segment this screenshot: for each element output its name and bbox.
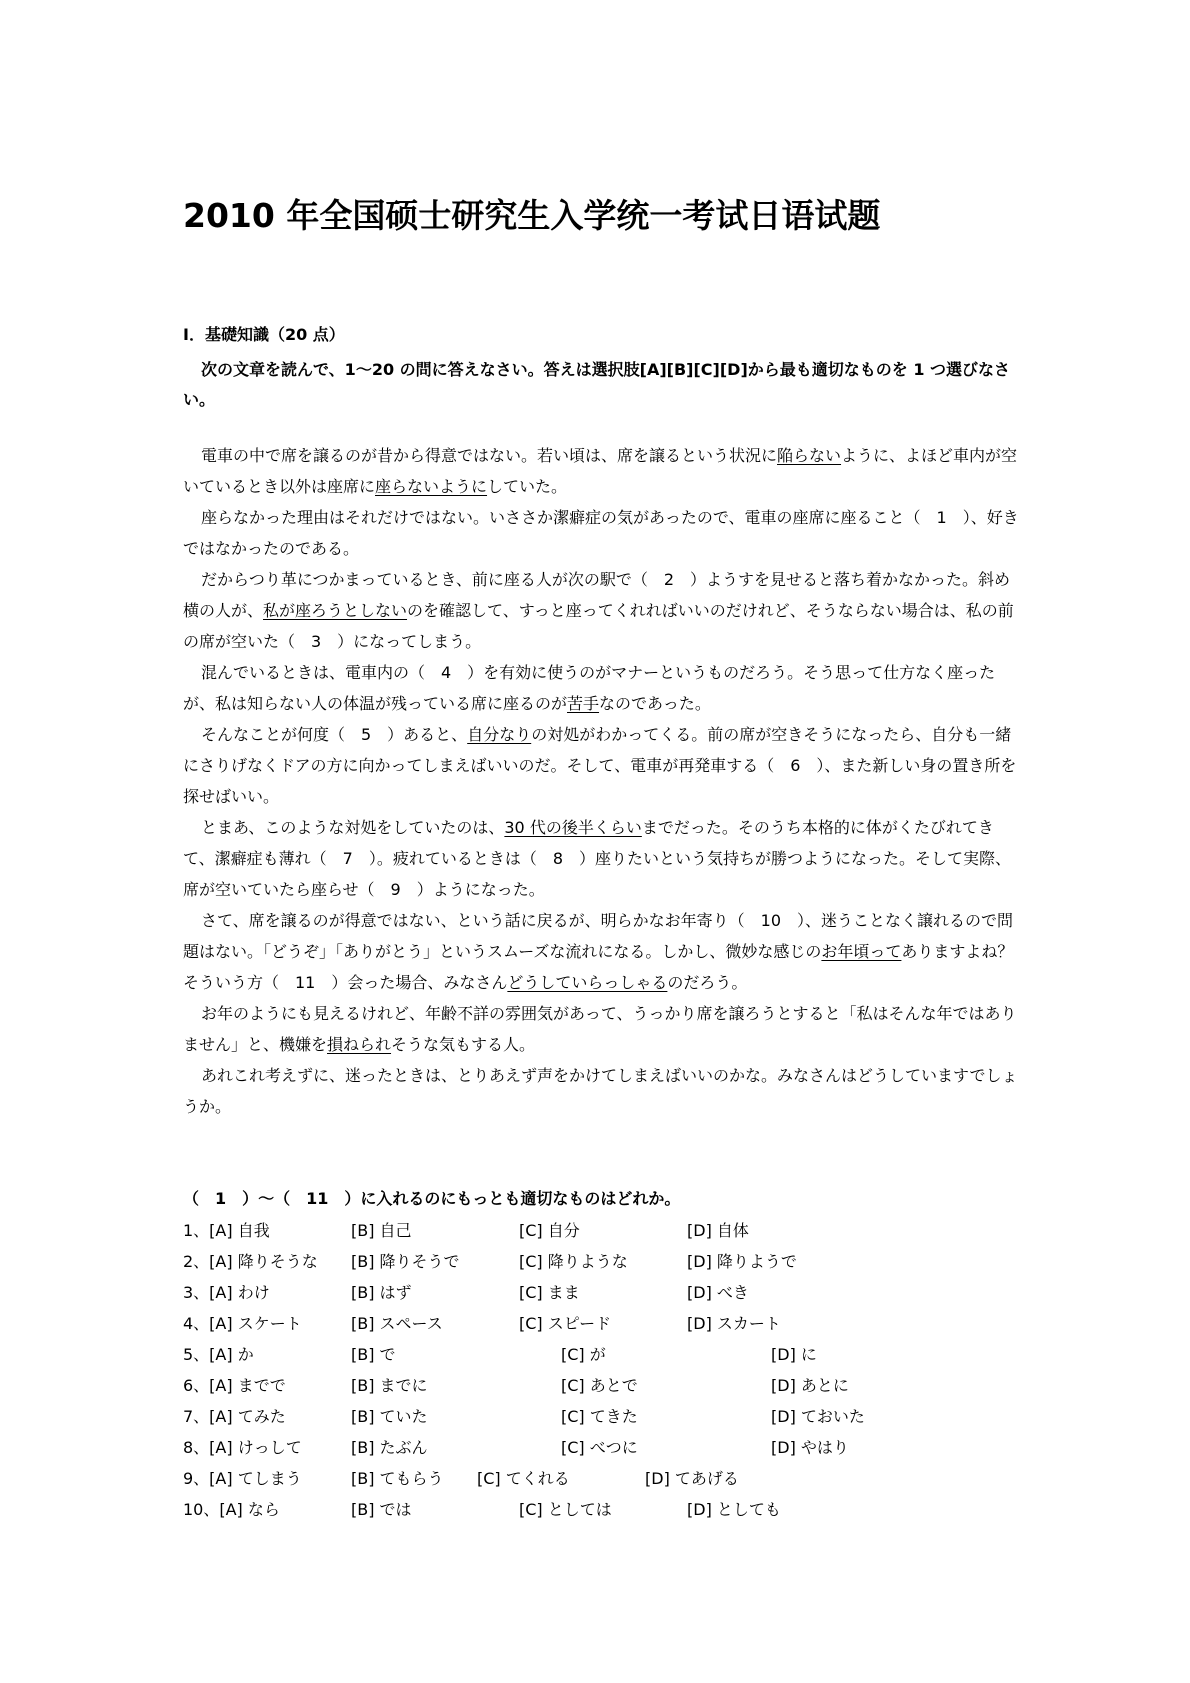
passage-text: お年のようにも見えるけれど、年齢不詳の雰囲気があって、うっかり席を譲ろうとすると「私はそんな年ではありません」と、機嫌を xyxy=(183,1004,1017,1054)
question-row-3 xyxy=(183,1277,1043,1308)
option-b: [B] ていた xyxy=(351,1407,428,1426)
option-c: [C] としては xyxy=(519,1500,612,1519)
passage-paragraph-7 xyxy=(183,905,1023,998)
underlined-phrase: 自分なり xyxy=(467,725,532,744)
option-b: [B] はず xyxy=(351,1283,412,1302)
passage-paragraph-1 xyxy=(183,440,1023,502)
question-row-9 xyxy=(183,1463,1043,1494)
option-d: [D] てあげる xyxy=(645,1469,739,1488)
option-d: [D] スカート xyxy=(687,1314,781,1333)
option-c: [C] 降りような xyxy=(519,1252,628,1271)
underlined-phrase: 座らないように xyxy=(375,477,488,496)
question-row-5 xyxy=(183,1339,1043,1370)
option-c: [C] スピード xyxy=(519,1314,612,1333)
passage-text: していた。 xyxy=(487,477,568,496)
question-header: （ 1 ）～（ 11 ）に入れるのにもっとも適切なものはどれか。 xyxy=(183,1189,681,1208)
option-a: 1、[A] 自我 xyxy=(183,1221,270,1240)
option-a: 2、[A] 降りそうな xyxy=(183,1252,318,1271)
passage-paragraph-6 xyxy=(183,812,1023,905)
question-row-4 xyxy=(183,1308,1043,1339)
passage-paragraph-8 xyxy=(183,998,1023,1060)
underlined-phrase: どうしていらっしゃる xyxy=(507,973,668,992)
underlined-phrase: 損ねられ xyxy=(327,1035,392,1054)
passage-paragraph-9: あれこれ考えずに、迷ったときは、とりあえず声をかけてしまえばいいのかな。みなさんはどうしていますでしょうか。 xyxy=(183,1066,1018,1116)
underlined-phrase: 陥らない xyxy=(777,446,842,465)
option-a: 6、[A] までで xyxy=(183,1376,286,1395)
passage-paragraph-3 xyxy=(183,564,1023,657)
option-d: [D] べき xyxy=(687,1283,749,1302)
option-d: [D] ておいた xyxy=(771,1407,865,1426)
reading-passage xyxy=(183,440,1023,1122)
question-row-10 xyxy=(183,1494,1043,1525)
option-d: [D] に xyxy=(771,1345,817,1364)
option-c: [C] まま xyxy=(519,1283,580,1302)
passage-text: までだった。そのうち本格的に体がくたびれてきて、潔癖症も薄れ（ 7 ）。疲れているときは（ 8 ）座りたいという気持ちが勝つようになった。そして実際、席が空いていたら座らせ（ 9 ）ようになった。 xyxy=(183,818,1012,899)
option-a: 7、[A] てみた xyxy=(183,1407,286,1426)
underlined-phrase: 30 代の後半くらい xyxy=(504,818,642,837)
question-row-8 xyxy=(183,1432,1043,1463)
passage-text: ように、よほど車内が空いているとき以外は座席に xyxy=(183,446,1018,496)
passage-text: そんなことが何度（ 5 ）あると、 xyxy=(201,725,468,744)
passage-text: だからつり革につかまっているとき、前に座る人が次の駅で（ 2 ）ようすを見せると落ち着かなかった。斜め横の人が、 xyxy=(183,570,1011,620)
passage-paragraph-4 xyxy=(183,657,1023,719)
option-b: [B] てもらう xyxy=(351,1469,444,1488)
passage-text: とまあ、このような対処をしていたのは、 xyxy=(201,818,505,837)
question-row-1 xyxy=(183,1215,1043,1246)
option-c: [C] てきた xyxy=(561,1407,638,1426)
underlined-phrase: 苦手 xyxy=(567,694,600,713)
option-a: 8、[A] けっして xyxy=(183,1438,302,1457)
option-b: [B] 降りそうで xyxy=(351,1252,460,1271)
option-c: [C] あとで xyxy=(561,1376,638,1395)
option-d: [D] 降りようで xyxy=(687,1252,797,1271)
passage-text: の対処がわかってくる。前の席が空きそうになったら、自分も一緒にさりげなくドアの方に向かってしまえばいいのだ。そして、電車が再発車する（ 6 ）、また新しい身の置き所を探せばいい。 xyxy=(183,725,1017,806)
option-b: [B] までに xyxy=(351,1376,428,1395)
passage-text: のを確認して、すっと座ってくれればいいのだけれど、そうならない場合は、私の前の席が空いた（ 3 ）になってしまう。 xyxy=(183,601,1014,651)
answer-options xyxy=(183,1215,1043,1525)
option-d: [D] やはり xyxy=(771,1438,849,1457)
page-title: 2010 年全国硕士研究生入学统一考试日语试题 xyxy=(183,196,881,235)
underlined-phrase: お年頃って xyxy=(821,942,902,961)
passage-text: 混んでいるときは、電車内の（ 4 ）を有効に使うのがマナーというものだろう。そう思って仕方なく座ったが、私は知らない人の体温が残っている席に座るのが xyxy=(183,663,996,713)
option-c: [C] べつに xyxy=(561,1438,638,1457)
option-b: [B] 自己 xyxy=(351,1221,412,1240)
passage-text: ありますよね？そういう方（ 11 ）会った場合、みなさん xyxy=(183,942,1014,992)
option-d: [D] 自体 xyxy=(687,1221,749,1240)
option-a: 4、[A] スケート xyxy=(183,1314,302,1333)
instruction-text: 次の文章を読んで、1～20 の問に答えなさい。答えは選択肢[A][B][C][D]から最も適切なものを 1 つ選びなさい。 xyxy=(183,360,1011,409)
option-c: [C] てくれる xyxy=(477,1469,570,1488)
option-b: [B] では xyxy=(351,1500,412,1519)
passage-text: のだろう。 xyxy=(667,973,748,992)
option-b: [B] たぶん xyxy=(351,1438,428,1457)
option-a: 5、[A] か xyxy=(183,1345,254,1364)
underlined-phrase: 私が座ろうとしない xyxy=(263,601,408,620)
passage-text: 電車の中で席を譲るのが昔から得意ではない。若い頃は、席を譲るという状況に xyxy=(201,446,778,465)
option-c: [C] 自分 xyxy=(519,1221,580,1240)
question-row-2 xyxy=(183,1246,1043,1277)
passage-paragraph-2: 座らなかった理由はそれだけではない。いささか潔癖症の気があったので、電車の座席に座ること（ 1 ）、好きではなかったのである。 xyxy=(183,508,1019,558)
option-b: [B] スペース xyxy=(351,1314,443,1333)
passage-text: さて、席を譲るのが得意ではない、という話に戻るが、明らかなお年寄り（ 10 ）、迷うことなく譲れるので問題はない。「どうぞ」「ありがとう」というスムーズな流れになる。しかし、微妙な感じの xyxy=(183,911,1014,961)
option-d: [D] あとに xyxy=(771,1376,849,1395)
passage-text: そうな気もする人。 xyxy=(391,1035,536,1054)
option-a: 9、[A] てしまう xyxy=(183,1469,302,1488)
option-c: [C] が xyxy=(561,1345,606,1364)
section-heading: Ⅰ．基礎知識（20 点） xyxy=(183,325,345,344)
question-row-6 xyxy=(183,1370,1043,1401)
option-a: 3、[A] わけ xyxy=(183,1283,270,1302)
passage-paragraph-5 xyxy=(183,719,1023,812)
question-row-7 xyxy=(183,1401,1043,1432)
option-a: 10、[A] なら xyxy=(183,1500,280,1519)
option-b: [B] で xyxy=(351,1345,396,1364)
option-d: [D] としても xyxy=(687,1500,781,1519)
passage-text: なのであった。 xyxy=(599,694,711,713)
